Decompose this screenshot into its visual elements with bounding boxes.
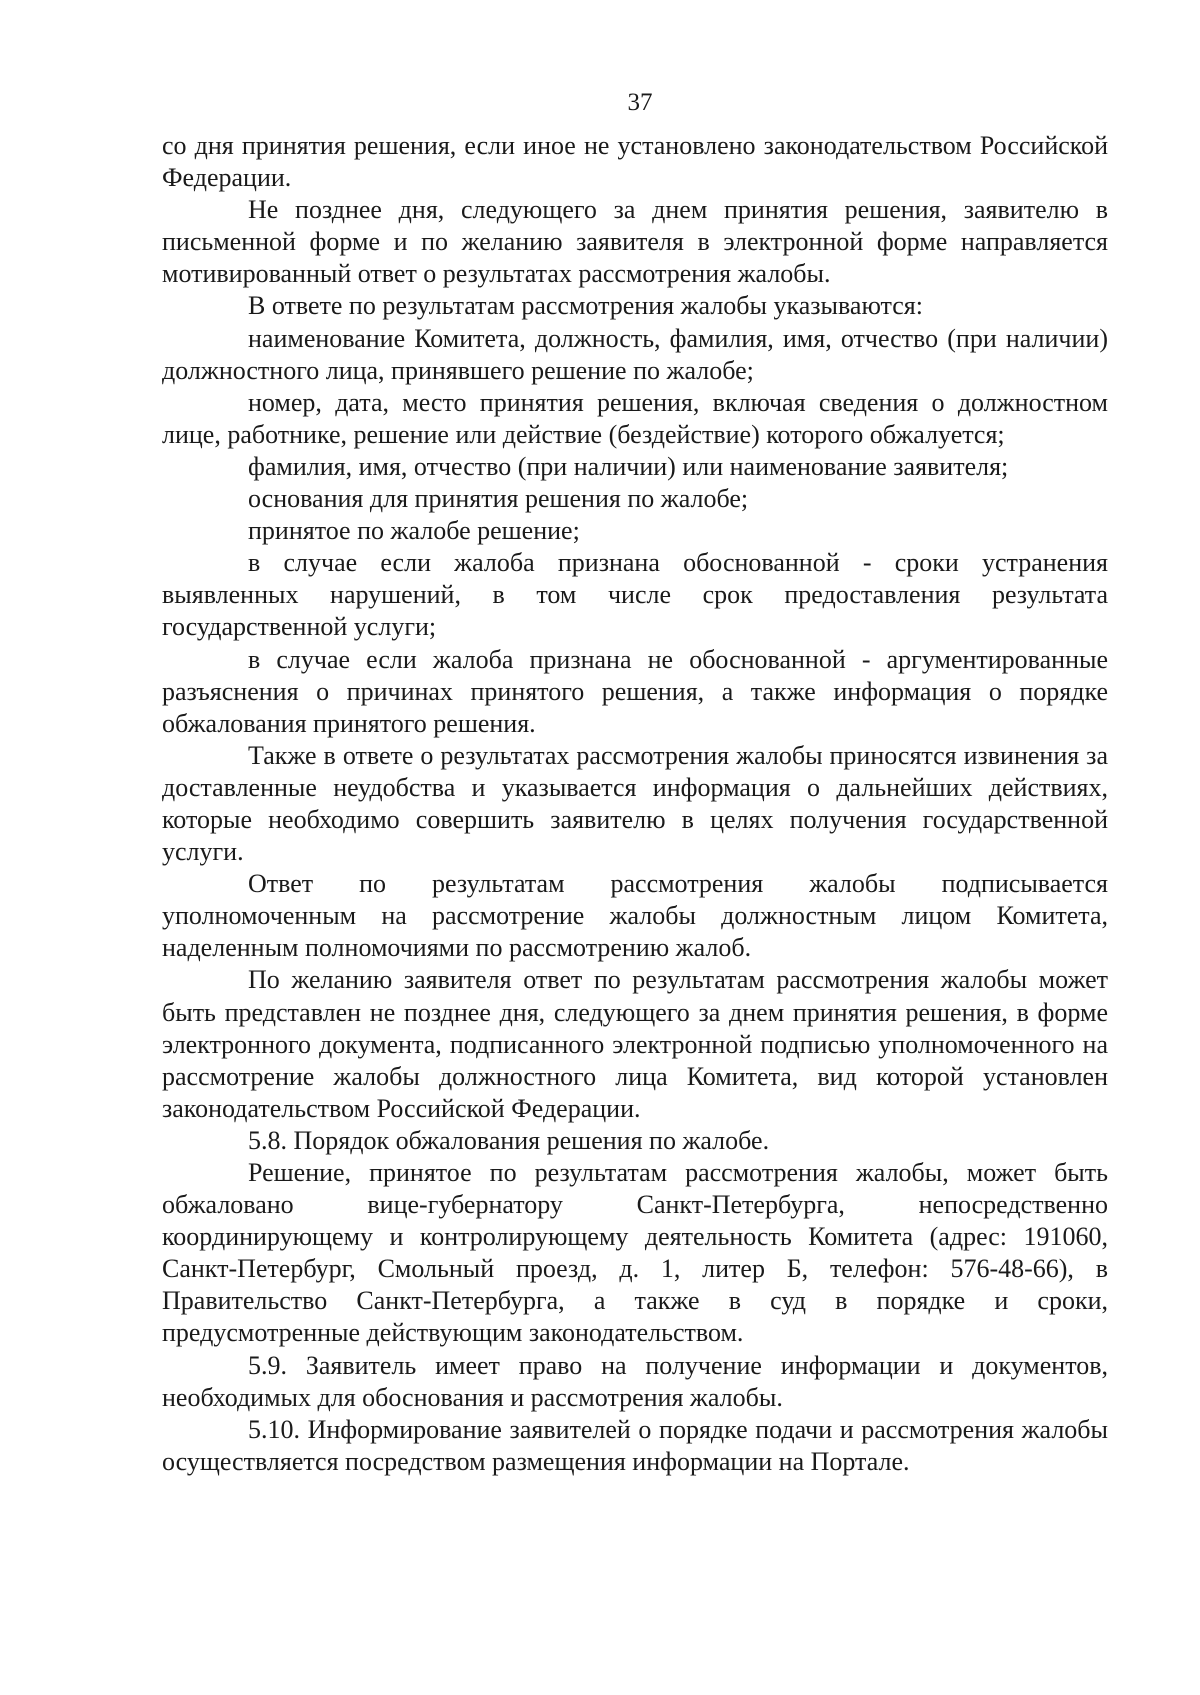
section-heading-5-8: 5.8. Порядок обжалования решения по жалобе. [248,1125,770,1155]
paragraph-response-deadline: Не позднее дня, следующего за днем принятия решения, заявителю в письменной форме и по желанию заявителя в электронной форме направляется мотивированный ответ о результатах рассмотрения жалобы. [162,195,1108,289]
section-5-9: 5.9. Заявитель имеет право на получение информации и документов, необходимых для обоснования и рассмотрения жалобы. [162,1350,1108,1412]
list-item-decision-details: номер, дата, место принятия решения, включая сведения о должностном лице, работнике, решение или действие (бездействие) которого обжалуется; [162,387,1108,449]
page-body [162,130,1108,1478]
paragraph-signature: Ответ по результатам рассмотрения жалобы подписывается уполномоченным на рассмотрение жалобы должностным лицом Комитета, наделенным полномочиями по рассмотрению жалоб. [162,869,1108,963]
paragraph-response-contents-intro: В ответе по результатам рассмотрения жалобы указываются: [248,291,923,321]
paragraph-apology: Также в ответе о результатах рассмотрения жалобы приносятся извинения за доставленные неудобства и указывается информация о дальнейших действиях, которые необходимо совершить заявителю в целях получения государственной услуги. [162,740,1108,867]
paragraph-appeal-procedure: Решение, принятое по результатам рассмотрения жалобы, может быть обжаловано вице-губернатору Санкт-Петербурга, непосредственно координирующему и контролирующему деятельность Комитета (адрес: 191060, Санкт-Петербург, Смольный проезд, д. 1, литер Б, телефон: 576-48-66), в Правительство Санкт-Петербурга, а также в суд в порядке и сроки, предусмотренные действующим законодательством. [162,1158,1108,1348]
list-item-applicant-name: фамилия, имя, отчество (при наличии) или наименование заявителя; [248,451,1009,481]
list-item-justified-complaint: в случае если жалоба признана обоснованной - сроки устранения выявленных нарушений, в том числе срок предоставления результата государственной услуги; [162,548,1108,642]
paragraph-continuation: со дня принятия решения, если иное не установлено законодательством Российской Федерации. [162,131,1108,193]
list-item-unjustified-complaint: в случае если жалоба признана не обоснованной - аргументированные разъяснения о причинах принятого решения, а также информация о порядке обжалования принятого решения. [162,644,1108,738]
section-5-10: 5.10. Информирование заявителей о порядке подачи и рассмотрения жалобы осуществляется посредством размещения информации на Портале. [162,1414,1108,1476]
page-number: 37 [627,89,653,116]
list-item-official-name: наименование Комитета, должность, фамилия, имя, отчество (при наличии) должностного лица, принявшего решение по жалобе; [162,323,1108,385]
list-item-decision: принятое по жалобе решение; [248,516,580,546]
paragraph-electronic-response: По желанию заявителя ответ по результатам рассмотрения жалобы может быть представлен не позднее дня, следующего за днем принятия решения, в форме электронного документа, подписанного электронной подписью уполномоченного на рассмотрение жалобы должностного лица Комитета, вид которой установлен законодательством Российской Федерации. [162,965,1108,1123]
list-item-decision-grounds: основания для принятия решения по жалобе; [248,484,749,514]
